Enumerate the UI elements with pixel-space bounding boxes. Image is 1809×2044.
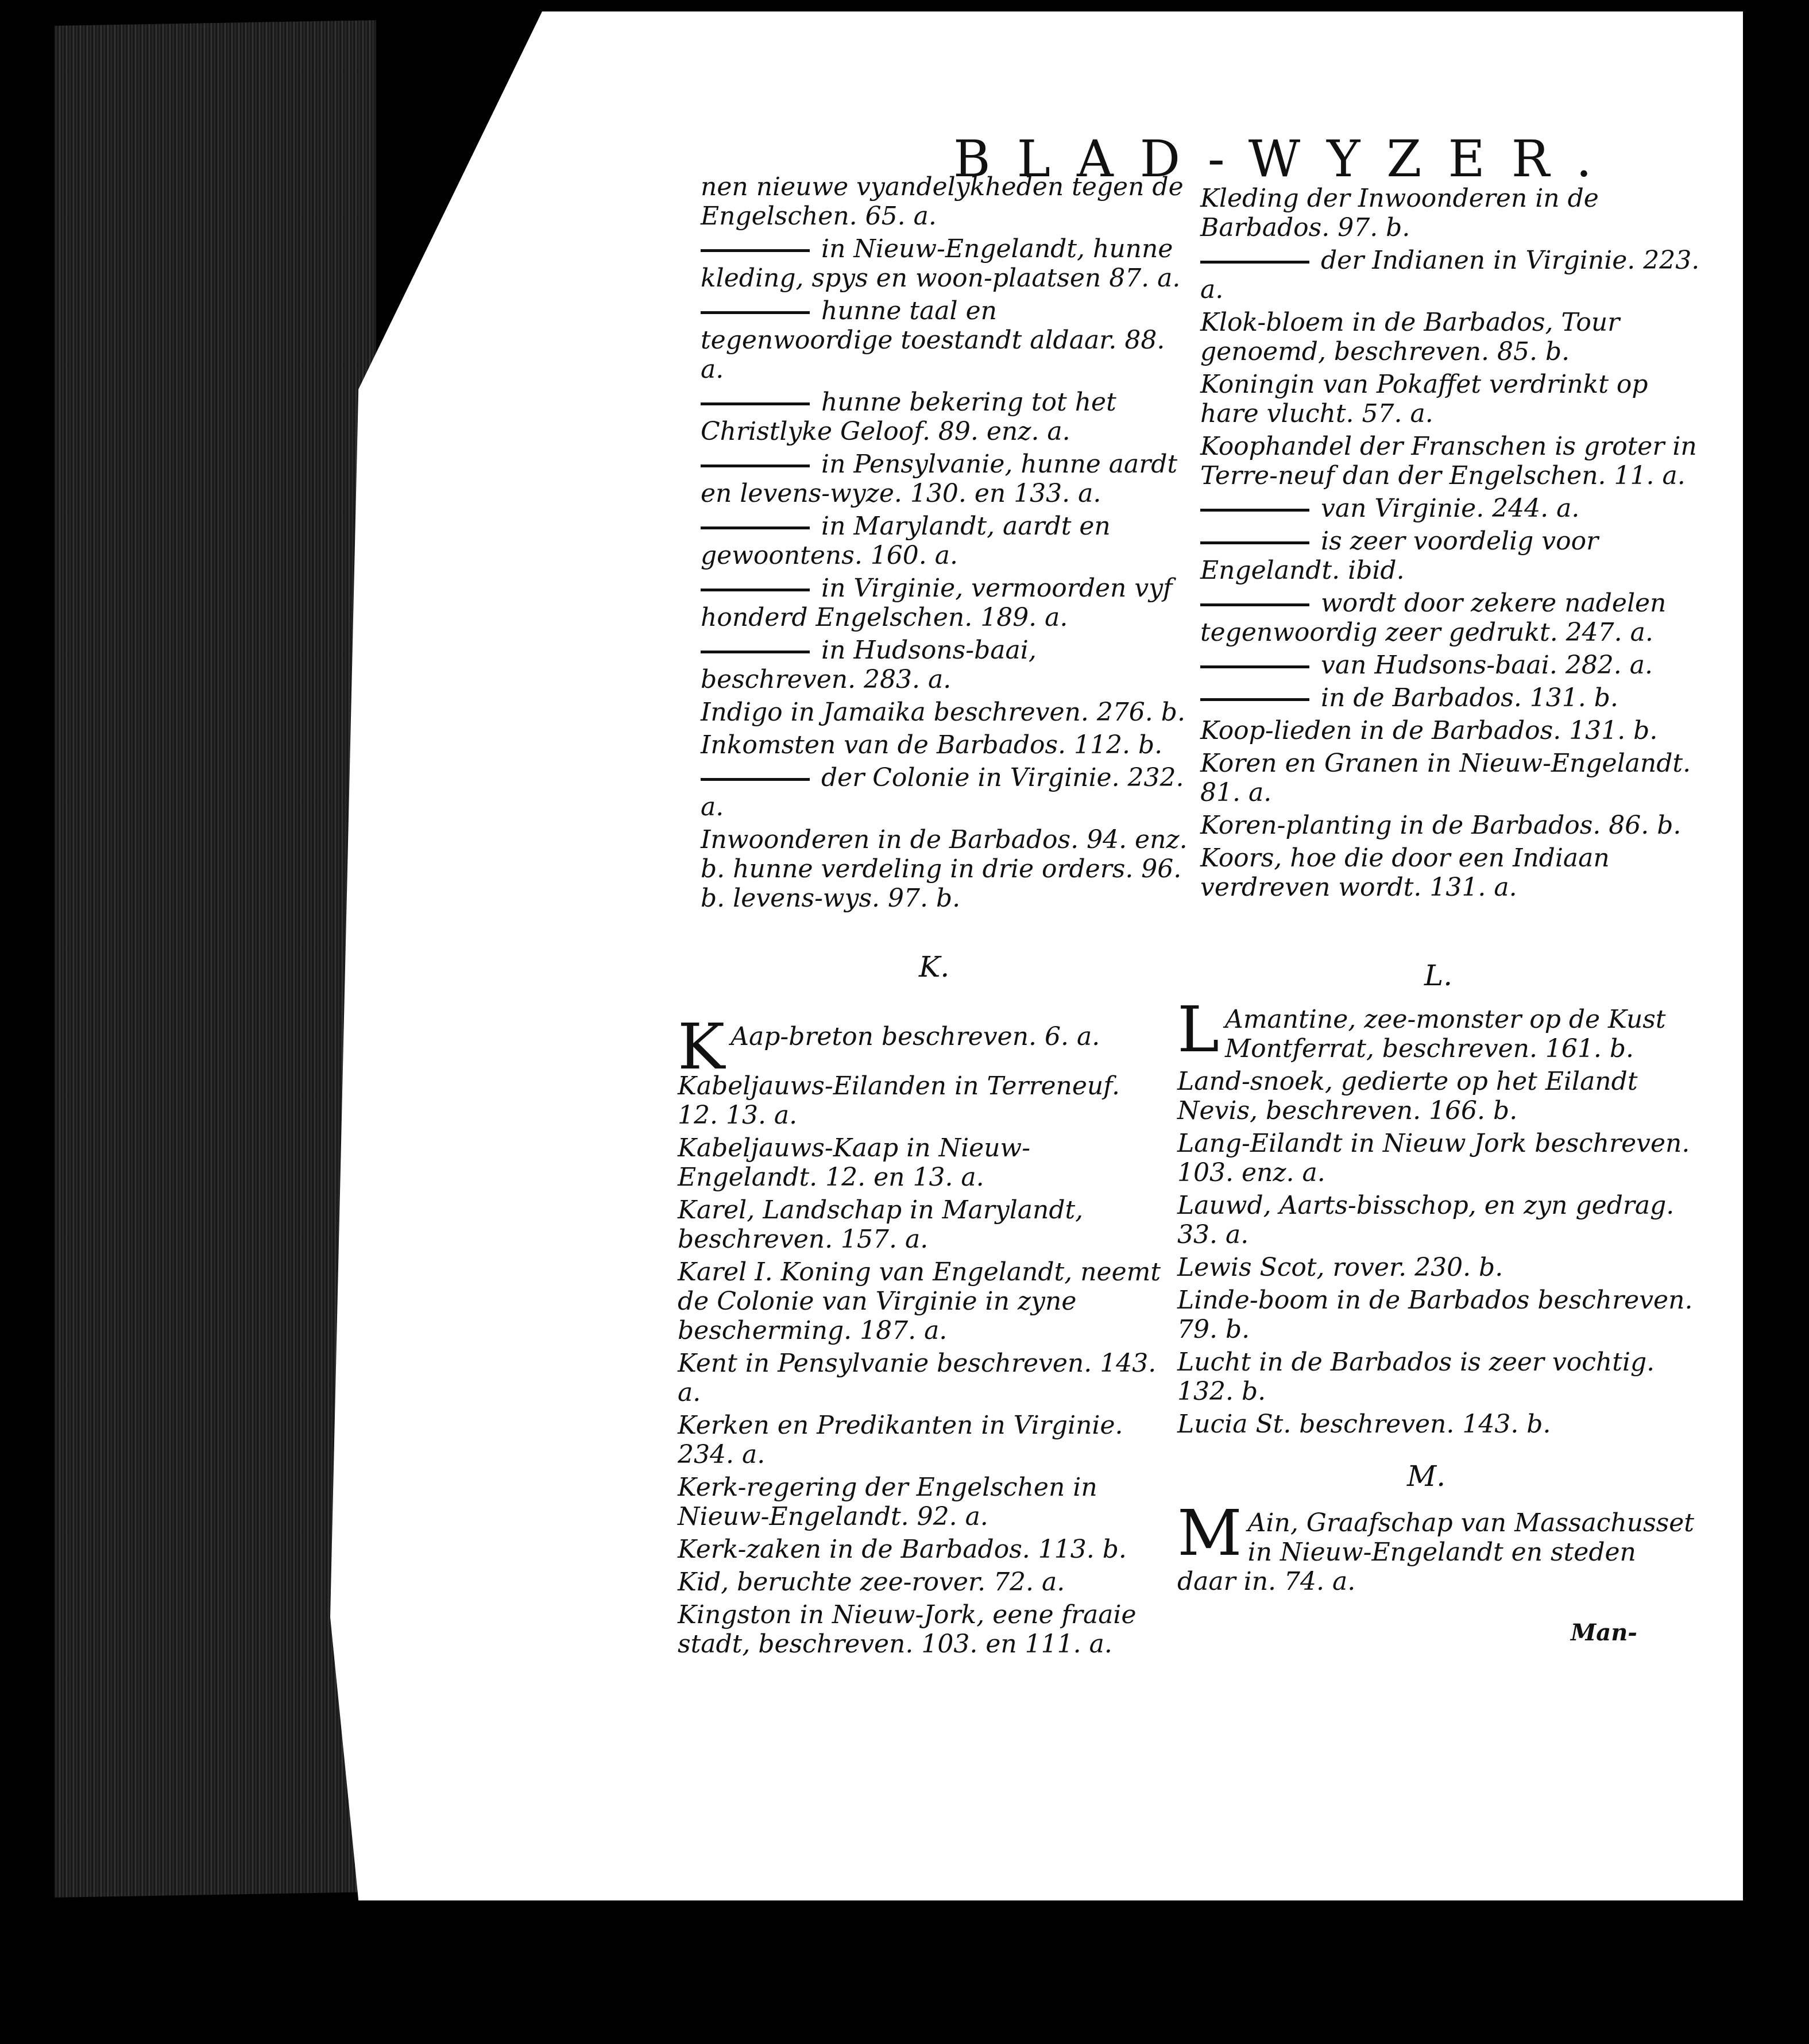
index-entry xyxy=(1200,370,1700,428)
ditto-dash xyxy=(701,778,810,781)
entry-text: Kent in Pensylvanie beschreven. 143. a. xyxy=(678,1349,1157,1407)
entry-text: in Hudsons-baai, beschreven. 283. a. xyxy=(701,636,1037,694)
ditto-dash xyxy=(1200,698,1309,701)
entry-text: hunne bekering tot het Christlyke Geloof. 89. enz. a. xyxy=(701,388,1116,446)
index-entry xyxy=(701,825,1195,913)
index-entry xyxy=(1177,1286,1694,1344)
entry-text: Indigo in Jamaika beschreven. 276. b. xyxy=(701,698,1185,727)
dropcap-l: L xyxy=(1177,993,1220,1066)
index-entry xyxy=(1177,1253,1694,1282)
ditto-dash xyxy=(701,249,810,252)
page-header: BLAD-WYZER. xyxy=(953,129,1618,188)
index-entry xyxy=(678,1349,1166,1407)
book-fore-edge xyxy=(55,20,376,1898)
section-letter-l: L. xyxy=(1424,959,1453,992)
index-entry xyxy=(701,296,1195,384)
index-entry xyxy=(678,1600,1166,1659)
index-entry xyxy=(678,1411,1166,1469)
entry-text: Koren-planting in de Barbados. 86. b. xyxy=(1200,811,1682,840)
index-entry xyxy=(1200,527,1700,585)
index-entry xyxy=(1200,494,1700,523)
index-entry xyxy=(1177,1129,1694,1187)
index-entry xyxy=(678,1133,1166,1192)
left-lower-list xyxy=(678,1071,1166,1659)
entry-text: Aap-breton beschreven. 6. a. xyxy=(730,1022,1100,1051)
entry-text: Ain, Graafschap van Massachusset in Nieuw-Engelandt en steden daar in. 74. a. xyxy=(1177,1508,1694,1596)
left-upper-column xyxy=(701,172,1195,916)
index-entry xyxy=(701,636,1195,694)
entry-text: is zeer voordelig voor Engelandt. ibid. xyxy=(1200,527,1599,585)
catchword: Man- xyxy=(1571,1619,1637,1646)
entry-text: hunne taal en tegenwoordige toestandt aldaar. 88. a. xyxy=(701,296,1165,384)
dropcap-k: K xyxy=(678,1010,725,1083)
index-entry xyxy=(1200,683,1700,713)
entry-text: Kerk-zaken in de Barbados. 113. b. xyxy=(678,1535,1127,1564)
index-entry xyxy=(701,763,1195,822)
index-entry xyxy=(701,388,1195,446)
index-entry xyxy=(1200,308,1700,366)
entry-text: Koren en Granen in Nieuw-Engelandt. 81. a. xyxy=(1200,749,1691,807)
index-entry xyxy=(1177,1067,1694,1125)
entry-text: in de Barbados. 131. b. xyxy=(1321,683,1618,713)
ditto-dash xyxy=(1200,541,1309,544)
entry-text: van Hudsons-baai. 282. a. xyxy=(1321,651,1653,680)
index-entry xyxy=(1177,1348,1694,1406)
section-letter-m: M. xyxy=(1407,1460,1446,1493)
entry-text: Koors, hoe die door een Indiaan verdreven wordt. 131. a. xyxy=(1200,843,1610,902)
entry-text: Lauwd, Aarts-bisschop, en zyn gedrag. 33. a. xyxy=(1177,1191,1675,1249)
index-entry xyxy=(1200,589,1700,647)
index-entry xyxy=(1177,1191,1694,1249)
index-entry xyxy=(701,574,1195,632)
entry-text: Kerk-regering der Engelschen in Nieuw-Engelandt. 92. a. xyxy=(678,1473,1097,1531)
index-entry xyxy=(1177,1410,1694,1439)
right-lower-list xyxy=(1177,1067,1694,1439)
ditto-dash xyxy=(1200,261,1309,264)
index-entry xyxy=(1200,651,1700,680)
entry-text: Inwoonderen in de Barbados. 94. enz. b. hunne verdeling in drie orders. 96. b. levens-wys. 97. b. xyxy=(701,825,1188,913)
index-entry-m-first xyxy=(1177,1496,1694,1596)
ditto-dash xyxy=(701,402,810,405)
dropcap-m: M xyxy=(1177,1496,1242,1570)
entry-text: Koningin van Pokaffet verdrinkt op hare vlucht. 57. a. xyxy=(1200,370,1648,428)
entry-text: Kid, beruchte zee-rover. 72. a. xyxy=(678,1567,1065,1597)
ditto-dash xyxy=(701,651,810,653)
entry-text: Klok-bloem in de Barbados, Tour genoemd, beschreven. 85. b. xyxy=(1200,308,1620,366)
index-entry xyxy=(678,1473,1166,1531)
index-entry xyxy=(1200,749,1700,807)
index-entry xyxy=(1200,432,1700,490)
index-entry xyxy=(678,1535,1166,1564)
index-entry xyxy=(701,172,1195,231)
index-entry xyxy=(701,698,1195,727)
entry-text: Lang-Eilandt in Nieuw Jork beschreven. 103. enz. a. xyxy=(1177,1129,1690,1187)
index-entry-k-first xyxy=(678,1010,1166,1083)
entry-text: Land-snoek, gedierte op het Eilandt Nevis, beschreven. 166. b. xyxy=(1177,1067,1638,1125)
entry-text: Lucia St. beschreven. 143. b. xyxy=(1177,1410,1551,1439)
entry-text: nen nieuwe vyandelykheden tegen de Engelschen. 65. a. xyxy=(701,172,1184,231)
ditto-dash xyxy=(1200,603,1309,606)
right-lower-column xyxy=(1177,993,1694,1600)
ditto-dash xyxy=(701,589,810,591)
section-letter-k: K. xyxy=(919,950,950,984)
index-entry xyxy=(678,1071,1166,1130)
entry-text: Kleding der Inwoonderen in de Barbados. 97. b. xyxy=(1200,184,1599,242)
entry-text: Koop-lieden in de Barbados. 131. b. xyxy=(1200,716,1658,745)
entry-text: Karel, Landschap in Marylandt, beschreven. 157. a. xyxy=(678,1195,1084,1254)
entry-text: Lewis Scot, rover. 230. b. xyxy=(1177,1253,1503,1282)
index-entry-l-first xyxy=(1177,993,1694,1066)
index-entry xyxy=(1200,843,1700,902)
entry-text: wordt door zekere nadelen tegenwoordig zeer gedrukt. 247. a. xyxy=(1200,589,1667,647)
ditto-dash xyxy=(1200,509,1309,512)
index-entry xyxy=(1200,716,1700,745)
index-entry xyxy=(701,450,1195,508)
entry-text: Kingston in Nieuw-Jork, eene fraaie stadt, beschreven. 103. en 111. a. xyxy=(678,1600,1137,1659)
entry-text: der Indianen in Virginie. 223. a. xyxy=(1200,246,1700,304)
entry-text: in Virginie, vermoorden vyf honderd Engelschen. 189. a. xyxy=(701,574,1173,632)
index-entry xyxy=(1200,811,1700,840)
index-entry xyxy=(701,730,1195,760)
entry-text: van Virginie. 244. a. xyxy=(1321,494,1580,523)
ditto-dash xyxy=(1200,665,1309,668)
index-entry xyxy=(701,234,1195,293)
entry-text: der Colonie in Virginie. 232. a. xyxy=(701,763,1184,822)
index-entry xyxy=(678,1195,1166,1254)
entry-text: Lucht in de Barbados is zeer vochtig. 132. b. xyxy=(1177,1348,1655,1406)
ditto-dash xyxy=(701,527,810,529)
entry-text: Amantine, zee-monster op de Kust Montferrat, beschreven. 161. b. xyxy=(1225,1005,1666,1063)
index-entry xyxy=(678,1567,1166,1597)
index-entry xyxy=(1200,184,1700,242)
entry-text: in Marylandt, aardt en gewoontens. 160. a. xyxy=(701,512,1111,570)
entry-text: in Pensylvanie, hunne aardt en levens-wyze. 130. en 133. a. xyxy=(701,450,1178,508)
entry-text: Koophandel der Franschen is groter in Terre-neuf dan der Engelschen. 11. a. xyxy=(1200,432,1697,490)
index-entry xyxy=(678,1257,1166,1345)
index-entry xyxy=(1200,246,1700,304)
right-upper-column xyxy=(1200,184,1700,905)
entry-text: Kabeljauws-Eilanden in Terreneuf. 12. 13. a. xyxy=(678,1071,1120,1130)
index-entry xyxy=(701,512,1195,570)
entry-text: Kerken en Predikanten in Virginie. 234. a. xyxy=(678,1411,1123,1469)
entry-text: in Nieuw-Engelandt, hunne kleding, spys en woon-plaatsen 87. a. xyxy=(701,234,1181,293)
entry-text: Karel I. Koning van Engelandt, neemt de Colonie van Virginie in zyne bescherming. 187. a. xyxy=(678,1257,1161,1345)
entry-text: Linde-boom in de Barbados beschreven. 79. b. xyxy=(1177,1286,1693,1344)
ditto-dash xyxy=(701,311,810,314)
entry-text: Kabeljauws-Kaap in Nieuw-Engelandt. 12. en 13. a. xyxy=(678,1133,1031,1192)
entry-text: Inkomsten van de Barbados. 112. b. xyxy=(701,730,1163,760)
left-lower-column xyxy=(678,1010,1166,1662)
ditto-dash xyxy=(701,464,810,467)
